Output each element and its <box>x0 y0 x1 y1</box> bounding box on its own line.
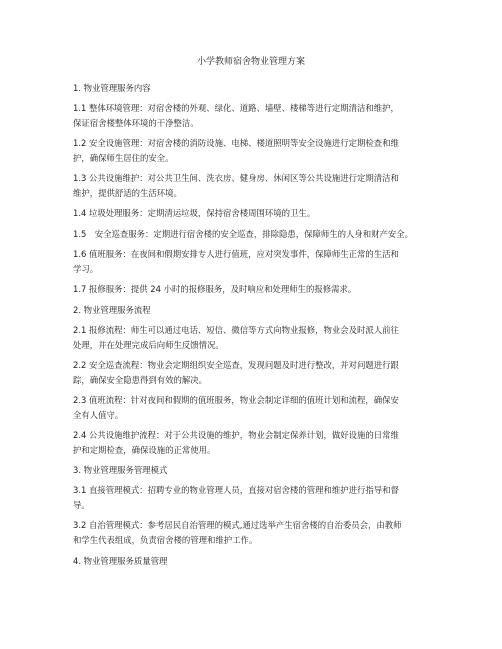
paragraph-line: 全有人值守。 <box>73 410 124 420</box>
paragraph-1-6 <box>73 247 443 277</box>
paragraph-2-1 <box>73 323 443 353</box>
paragraph-1-5 <box>73 227 443 242</box>
paragraph-line: 2.1 报修流程：师生可以通过电话、短信、微信等方式向物业报修，物业会及时派人前往 <box>73 325 399 335</box>
paragraph-1-2 <box>73 136 443 166</box>
paragraph-line: 4. 物业管理服务质量管理 <box>73 556 168 566</box>
paragraph-line: 3.1 直接管理模式：招聘专业的物业管理人员，直接对宿舍楼的管理和维护进行指导和督 <box>73 485 399 495</box>
paragraph-line: 保证宿舍楼整体环境的干净整洁。 <box>73 118 199 128</box>
paragraph-line: 3. 物业管理服务管理模式 <box>73 465 168 475</box>
section-heading-1 <box>73 81 443 96</box>
paragraph-2-2 <box>73 358 443 388</box>
paragraph-line: 和学生代表组成，负责宿舍楼的管理和维护工作。 <box>73 535 258 545</box>
paragraph-line: 导。 <box>73 500 90 510</box>
paragraph-line: 1.2 安全设施管理：对宿舍楼的消防设施、电梯、楼道照明等安全设施进行定期检查和维 <box>73 138 399 148</box>
document-title: 小学教师宿舍物业管理方案 <box>196 57 305 67</box>
paragraph-1-1 <box>73 101 443 131</box>
paragraph-line: 2.3 值班流程：针对夜间和假期的值班服务，物业会制定详细的值班计划和流程，确保安 <box>73 395 399 405</box>
paragraph-line: 1.3 公共设施维护：对公共卫生间、洗衣房、健身房、休闲区等公共设施进行定期清洁和 <box>73 173 399 183</box>
paragraph-line: 2. 物业管理服务流程 <box>73 305 151 315</box>
paragraph-line: 踪，确保安全隐患得到有效的解决。 <box>73 375 207 385</box>
section-heading-2 <box>73 303 443 318</box>
paragraph-line: 护和定期检查，确保设施的正常使用。 <box>73 445 216 455</box>
paragraph-3-1 <box>73 483 443 513</box>
paragraph-line: 1.5 安全巡查服务：定期进行宿舍楼的安全巡查，排除隐患，保障师生的人身和财产安全。 <box>73 229 413 239</box>
section-heading-4 <box>73 554 443 569</box>
paragraph-line: 处理，并在处理完成后向师生反馈情况。 <box>73 340 224 350</box>
paragraph-2-3 <box>73 393 443 423</box>
paragraph-3-2 <box>73 518 443 548</box>
paragraph-1-7 <box>73 282 443 297</box>
paragraph-line: 3.2 自治管理模式：参考居民自治管理的模式,通过选举产生宿舍楼的自治委员会，由教师 <box>73 520 402 530</box>
paragraph-line: 1.7 报修服务：提供 24 小时的报修服务，及时响应和处理师生的报修需求。 <box>73 284 357 294</box>
section-heading-3 <box>73 463 443 478</box>
paragraph-line: 1.6 值班服务：在夜间和假期安排专人进行值班，应对突发事件，保障师生正常的生活和 <box>73 249 399 259</box>
paragraph-line: 1.1 整体环境管理：对宿舍楼的外观、绿化、道路、墙壁、楼梯等进行定期清洁和维护， <box>73 103 399 113</box>
paragraph-line: 1. 物业管理服务内容 <box>73 83 151 93</box>
paragraph-2-4 <box>73 428 443 458</box>
paragraph-line: 护，确保师生居住的安全。 <box>73 153 174 163</box>
paragraph-1-4 <box>73 206 443 221</box>
paragraph-line: 2.2 安全巡查流程：物业会定期组织安全巡查，发现问题及时进行整改，并对问题进行跟 <box>73 360 399 370</box>
paragraph-1-3 <box>73 171 443 201</box>
paragraph-line: 维护，提供舒适的生活环境。 <box>73 188 182 198</box>
paragraph-line: 学习。 <box>73 264 99 274</box>
paragraph-line: 2.4 公共设施维护流程：对于公共设施的维护，物业会制定保养计划，做好设施的日常维 <box>73 430 399 440</box>
paragraph-line: 1.4 垃圾处理服务：定期清运垃圾，保持宿舍楼周围环境的卫生。 <box>73 208 316 218</box>
